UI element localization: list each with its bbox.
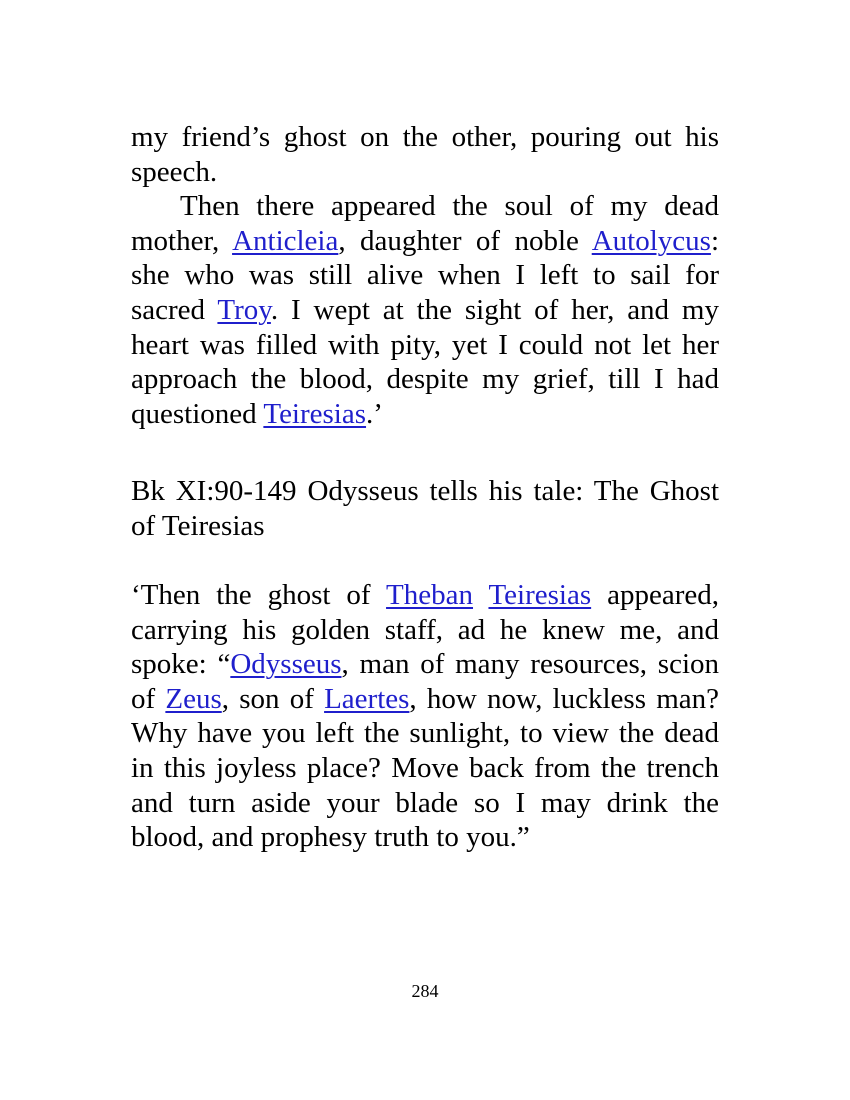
paragraph-text: : she who was still alive when I left to sail for sacred (131, 224, 719, 326)
paragraph-text: , son of (221, 682, 325, 715)
paragraph-text: .’ (366, 397, 383, 430)
paragraph-text: , daughter of noble (338, 224, 592, 257)
link-zeus[interactable]: Zeus (165, 682, 222, 715)
paragraph-text: , man of many resources, scion of (131, 648, 719, 715)
paragraph-text: ‘Then the ghost of (131, 579, 387, 611)
paragraph-text: . I wept at the sight of her, and my heart was filled with pity, yet I could not let her approach the blood, despite my grief, till I had questioned (131, 293, 719, 430)
paragraph-continuation: my friend’s ghost on the other, pouring out his speech. (131, 121, 719, 188)
paragraph-text: appeared, carrying his golden staff, ad he knew me, and spoke: “ (131, 579, 719, 681)
link-teiresias[interactable]: Teiresias (488, 579, 592, 611)
text-block-top (131, 120, 719, 431)
section-heading: Bk XI:90-149 Odysseus tells his tale: The Ghost of Teiresias (131, 475, 719, 542)
link-autolycus[interactable]: Autolycus (591, 224, 711, 257)
paragraph-text: Then there appeared the soul of my dead mother, (131, 190, 719, 257)
link-theban[interactable]: Theban (386, 579, 474, 611)
link-troy[interactable]: Troy (217, 293, 271, 326)
link-laertes[interactable]: Laertes (324, 682, 410, 715)
link-teiresias[interactable]: Teiresias (263, 397, 367, 430)
section-heading-block (131, 474, 719, 543)
text-block-bottom (131, 578, 719, 855)
paragraph-text (473, 579, 488, 611)
paragraph-teiresias (131, 578, 719, 855)
link-odysseus[interactable]: Odysseus (230, 648, 342, 681)
paragraph-text: , how now, luckless man? Why have you left the sunlight, to view the dead in this joyless place? Move back from the trench and turn aside your blade so I may drink the blood, and prophesy truth to you.” (131, 682, 719, 854)
link-anticleia[interactable]: Anticleia (232, 224, 339, 257)
page-number: 284 (411, 981, 439, 1001)
paragraph-anticleia (131, 189, 719, 431)
